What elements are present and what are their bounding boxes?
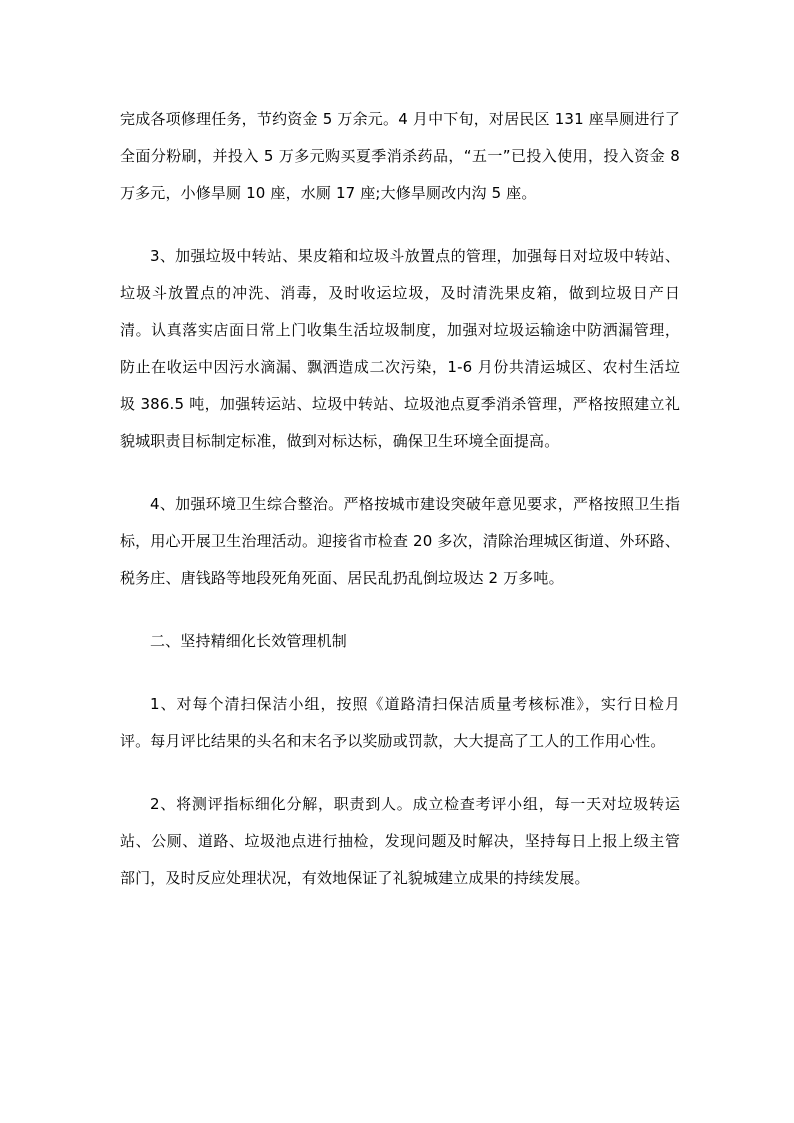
paragraph-cleaning-group-evaluation: 1、对每个清扫保洁小组，按照《道路清扫保洁质量考核标准》，实行日检月评。每月评比结果的头名和末名予以奖励或罚款，大大提高了工人的工作用心性。 (120, 695, 680, 750)
paragraph-gap (120, 460, 680, 486)
section-heading-refined-management: 二、坚持精细化长效管理机制 (150, 632, 347, 650)
paragraph-gap (120, 212, 680, 238)
document-body (120, 101, 680, 897)
paragraph-gap (120, 760, 680, 786)
paragraph-repair-work: 完成各项修理任务，节约资金 5 万余元。4 月中下旬，对居民区 131 座旱厕进行了全面分粉刷，并投入 5 万多元购买夏季消杀药品，“五一”已投入使用，投入资金 8 万多元，小修旱厕 10 座，水厕 17 座;大修旱厕改内沟 5 座。 (120, 110, 680, 202)
paragraph-environmental-remediation: 4、加强环境卫生综合整治。严格按城市建设突破年意见要求，严格按照卫生指标，用心开展卫生治理活动。迎接省市检查 20 多次，清除治理城区街道、外环路、税务庄、唐钱路等地段死角死面、居民乱扔乱倒垃圾达 2 万多吨。 (120, 495, 680, 587)
paragraph-gap (120, 660, 680, 686)
paragraph-gap (120, 597, 680, 623)
paragraph-indicator-breakdown: 2、将测评指标细化分解，职责到人。成立检查考评小组，每一天对垃圾转运站、公厕、道路、垃圾池点进行抽检，发现问题及时解决，坚持每日上报上级主管部门，及时反应处理状况，有效地保证了礼貌城建立成果的持续发展。 (120, 795, 680, 887)
paragraph-garbage-station-management: 3、加强垃圾中转站、果皮箱和垃圾斗放置点的管理，加强每日对垃圾中转站、垃圾斗放置点的冲洗、消毒，及时收运垃圾，及时清洗果皮箱，做到垃圾日产日清。认真落实店面日常上门收集生活垃圾制度，加强对垃圾运输途中防洒漏管理，防止在收运中因污水滴漏、飘洒造成二次污染，1-6 月份共清运城区、农村生活垃圾 386.5 吨，加强转运站、垃圾中转站、垃圾池点夏季消杀管理，严格按照建立礼貌城职责目标制定标准，做到对标达标，确保卫生环境全面提高。 (120, 247, 680, 450)
